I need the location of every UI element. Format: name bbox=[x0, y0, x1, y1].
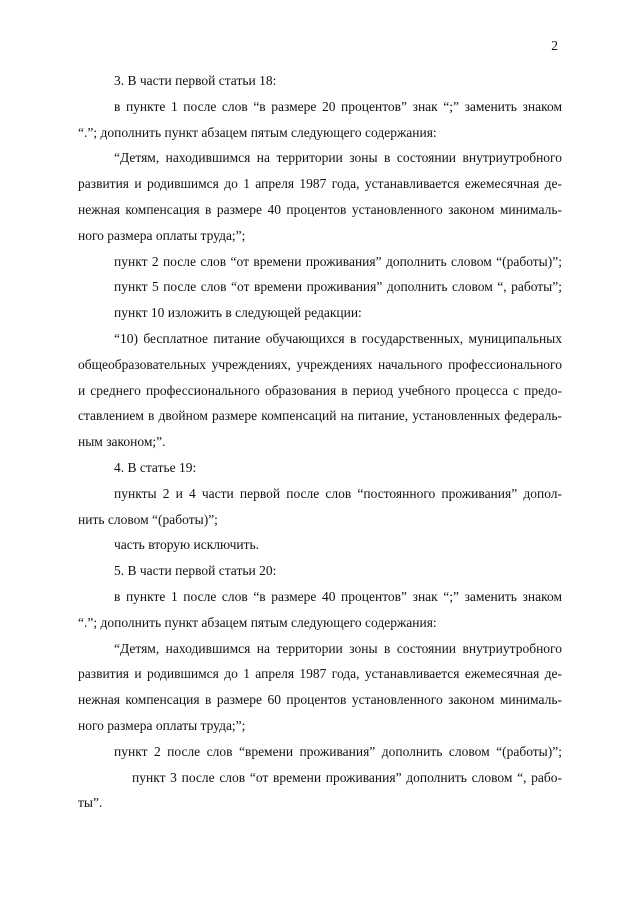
text-line: 5. В части первой статьи 20: bbox=[114, 563, 277, 579]
text-line: развития и родившимся до 1 апреля 1987 года, устанавливается ежемесячная де- bbox=[78, 176, 562, 192]
text-line: ного размера оплаты труда;”; bbox=[78, 717, 246, 733]
text-line: в пункте 1 после слов “в размере 20 процентов” знак “;” заменить знаком bbox=[114, 98, 562, 114]
text-line: пункт 3 после слов “от времени проживания” дополнить словом “, рабо- bbox=[132, 769, 562, 785]
page-number: 2 bbox=[551, 38, 558, 53]
text-line: 4. В статье 19: bbox=[114, 459, 197, 475]
text-line: и среднего профессионального образования в период учебного процесса с предо- bbox=[78, 382, 562, 398]
text-line: нить словом “(работы)”; bbox=[78, 511, 218, 527]
text-line: “Детям, находившимся на территории зоны в состоянии внутриутробного bbox=[114, 640, 562, 656]
text-line: пункт 2 после слов “от времени проживания” дополнить словом “(работы)”; bbox=[114, 253, 562, 269]
text-line: пункт 10 изложить в следующей редакции: bbox=[114, 305, 362, 321]
text-line: ного размера оплаты труда;”; bbox=[78, 227, 246, 243]
text-line: “.”; дополнить пункт абзацем пятым следующего содержания: bbox=[78, 614, 437, 630]
text-line: 3. В части первой статьи 18: bbox=[114, 73, 277, 88]
text-line: пункт 2 после слов “времени проживания” дополнить словом “(работы)”; bbox=[114, 743, 562, 759]
text-line: нежная компенсация в размере 60 процентов установленного законом минималь- bbox=[78, 692, 562, 708]
text-line: ты”. bbox=[78, 795, 103, 811]
text-line: в пункте 1 после слов “в размере 40 процентов” знак “;” заменить знаком bbox=[114, 588, 562, 604]
text-line: пункты 2 и 4 части первой после слов “постоянного проживания” допол- bbox=[114, 485, 562, 501]
document-body bbox=[78, 68, 562, 816]
text-line: общеобразовательных учреждениях, учреждениях начального профессионального bbox=[78, 356, 562, 372]
text-line: развития и родившимся до 1 апреля 1987 года, устанавливается ежемесячная де- bbox=[78, 666, 562, 682]
text-line: нежная компенсация в размере 40 процентов установленного законом минималь- bbox=[78, 201, 562, 217]
text-line: часть вторую исключить. bbox=[114, 537, 260, 553]
text-line: “Детям, находившимся на территории зоны в состоянии внутриутробного bbox=[114, 150, 562, 166]
text-line: пункт 5 после слов “от времени проживания” дополнить словом “, работы”; bbox=[114, 279, 562, 295]
text-line: ставлением в двойном размере компенсаций на питание, установленных федераль- bbox=[78, 408, 562, 424]
text-line: “.”; дополнить пункт абзацем пятым следующего содержания: bbox=[78, 124, 437, 140]
text-line: ным законом;”. bbox=[78, 434, 166, 450]
text-line: “10) бесплатное питание обучающихся в государственных, муниципальных bbox=[114, 330, 562, 346]
